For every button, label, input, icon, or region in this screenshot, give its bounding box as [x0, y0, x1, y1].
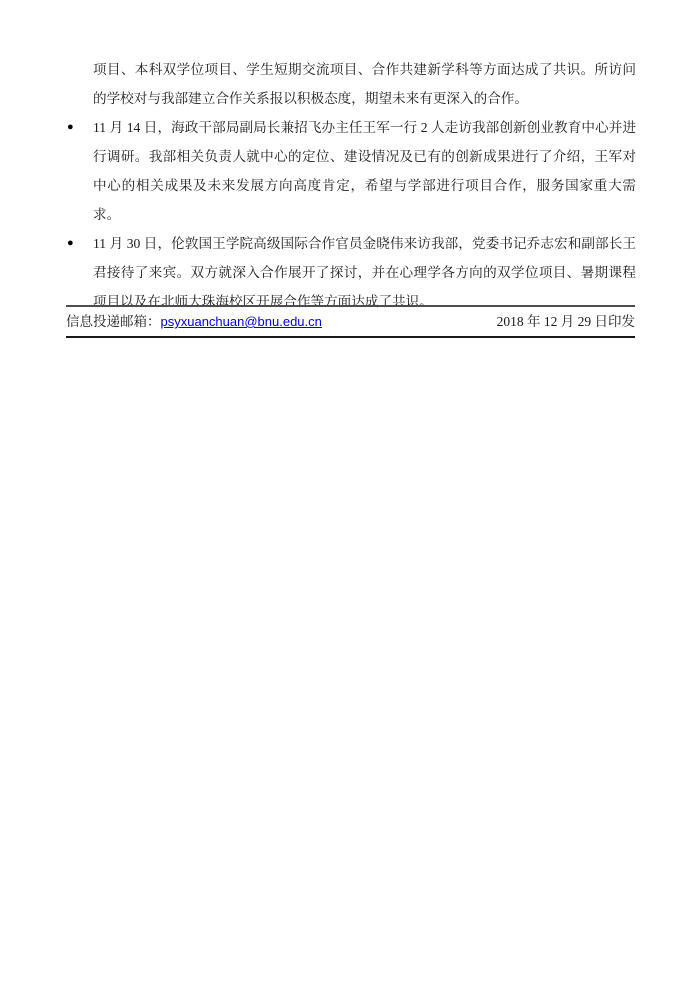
print-date: 2018 年 12 月 29 日印发: [496, 314, 635, 329]
list-item: [66, 113, 636, 229]
list-item-text: 11 月 14 日，海政干部局副局长兼招飞办主任王军一行 2 人走访我部创新创业教育中心并进行调研。我部相关负责人就中心的定位、建设情况及已有的创新成果进行了介绍，王军对中心的相关成果及未来发展方向高度肯定，希望与学部进行项目合作，服务国家重大需求。: [93, 120, 636, 222]
list-item-text: 11 月 30 日，伦敦国王学院高级国际合作官员金晓伟来访我部，党委书记乔志宏和副部长王君接待了来宾。双方就深入合作展开了探讨，并在心理学各方向的双学位项目、暑期课程项目以及在北师大珠海校区开展合作等方面达成了共识。: [93, 236, 636, 309]
footer-divider-bottom: [66, 336, 635, 338]
footer-contact: [66, 307, 322, 336]
page-footer: [66, 305, 635, 338]
news-bullet-list: [66, 113, 636, 316]
list-item: [66, 229, 636, 316]
footer-email-label: 信息投递邮箱：: [66, 314, 161, 329]
bullet-icon: ●: [67, 237, 74, 249]
bullet-icon: ●: [67, 121, 74, 133]
email-link[interactable]: psyxuanchuan@bnu.edu.cn: [160, 314, 322, 329]
footer-row: [66, 307, 635, 336]
document-body: [66, 55, 636, 316]
continuation-paragraph: 项目、本科双学位项目、学生短期交流项目、合作共建新学科等方面达成了共识。所访问的学校对与我部建立合作关系报以积极态度，期望未来有更深入的合作。: [93, 62, 636, 106]
